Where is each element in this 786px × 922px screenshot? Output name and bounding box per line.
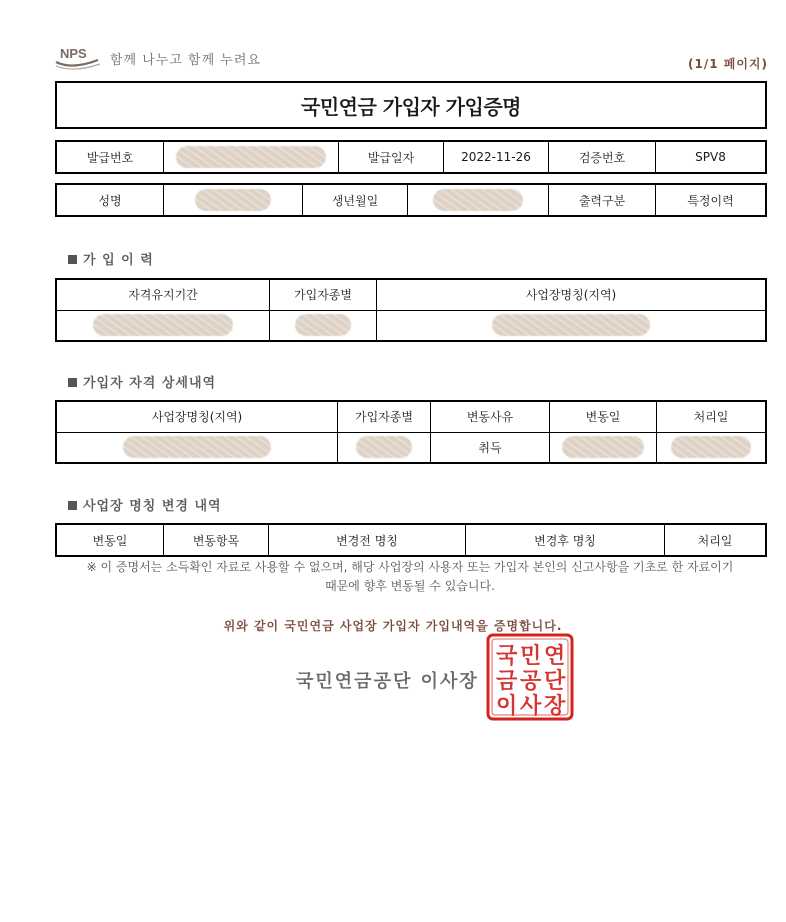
document-title-box [55,81,767,129]
output-type-label: 출력구분 [549,184,656,216]
col-name-after: 변경후 명칭 [466,524,665,556]
svg-text:금: 금 [496,668,518,694]
cell-workplace-name [377,310,767,341]
slogan: 함께 나누고 함께 누려요 [110,53,261,68]
cell-member-type [270,310,377,341]
name-change-table [55,523,767,557]
square-bullet-icon [68,501,77,510]
document-title: 국민연금 가입자 가입증명 [301,94,521,119]
qualification-detail-table [55,400,767,464]
redacted-member-type [356,436,412,458]
certification-statement: 위와 같이 국민연금 사업장 가입자 가입내역을 증명합니다. [223,619,563,633]
cell-workplace-name [56,432,338,463]
svg-text:공: 공 [520,668,542,694]
redacted-workplace [492,314,650,336]
cell-change-date [550,432,657,463]
logo-text: NPS [60,46,87,61]
name-label: 성명 [56,184,164,216]
issue-date-value: 2022-11-26 [444,141,549,173]
note-line-1: ※ 이 증명서는 소득확인 자료로 사용할 수 없으며, 해당 사업장의 사용자 또는 가입자 본인의 신고사항을 기초로 한 자료이기 [86,560,734,574]
official-seal-stamp [486,633,574,721]
col-processing-date: 처리일 [665,524,767,556]
col-processing-date: 처리일 [657,401,767,432]
col-workplace-name: 사업장명칭(지역) [377,279,767,310]
note-line-2: 때문에 향후 변동될 수 있습니다. [325,579,495,593]
col-member-type: 가입자종별 [270,279,377,310]
issue-no-label: 발급번호 [56,141,164,173]
col-qualification-period: 자격유지기간 [56,279,270,310]
personal-info-table [55,183,767,217]
redacted-processing-date [671,436,751,458]
table-row [56,432,766,463]
col-change-reason: 변동사유 [431,401,550,432]
svg-text:국: 국 [496,643,518,669]
issue-no-value [164,141,339,173]
verify-no-label: 검증번호 [549,141,656,173]
svg-text:민: 민 [520,643,542,669]
page-info: (1/1 페이지) [688,57,769,71]
svg-text:사: 사 [520,693,542,719]
section-enrollment-history-title: 가 입 이 력 [68,249,154,268]
svg-text:단: 단 [544,668,566,694]
cell-qualification-period [56,310,270,341]
redacted-birth [433,189,523,211]
birth-label: 생년월일 [303,184,408,216]
col-change-item: 변동항목 [164,524,269,556]
table-row [56,310,766,341]
redacted-workplace [123,436,271,458]
section-name-change-title: 사업장 명칭 변경 내역 [68,495,222,514]
col-workplace-name: 사업장명칭(지역) [56,401,338,432]
redacted-issue-no [176,146,326,168]
cell-change-reason: 취득 [431,432,550,463]
col-name-before: 변경전 명칭 [269,524,466,556]
section-qualification-detail-title: 가입자 자격 상세내역 [68,372,216,391]
col-change-date: 변동일 [56,524,164,556]
redacted-name [195,189,271,211]
redacted-change-date [562,436,644,458]
svg-text:이: 이 [496,693,518,719]
col-member-type: 가입자종별 [338,401,431,432]
enrollment-history-table [55,278,767,342]
cell-processing-date [657,432,767,463]
issue-date-label: 발급일자 [339,141,444,173]
issue-info-table [55,140,767,174]
redacted-member-type [295,314,351,336]
redacted-period [93,314,233,336]
svg-text:연: 연 [544,643,566,669]
square-bullet-icon [68,255,77,264]
verify-no-value: SPV8 [656,141,767,173]
disclaimer-note [60,558,760,596]
output-type-value: 특정이력 [656,184,767,216]
issuer-name: 국민연금공단 이사장 [296,671,479,692]
svg-text:장: 장 [544,693,566,719]
square-bullet-icon [68,378,77,387]
cell-member-type [338,432,431,463]
col-change-date: 변동일 [550,401,657,432]
name-value [164,184,303,216]
birth-value [408,184,549,216]
nps-logo [54,44,104,72]
